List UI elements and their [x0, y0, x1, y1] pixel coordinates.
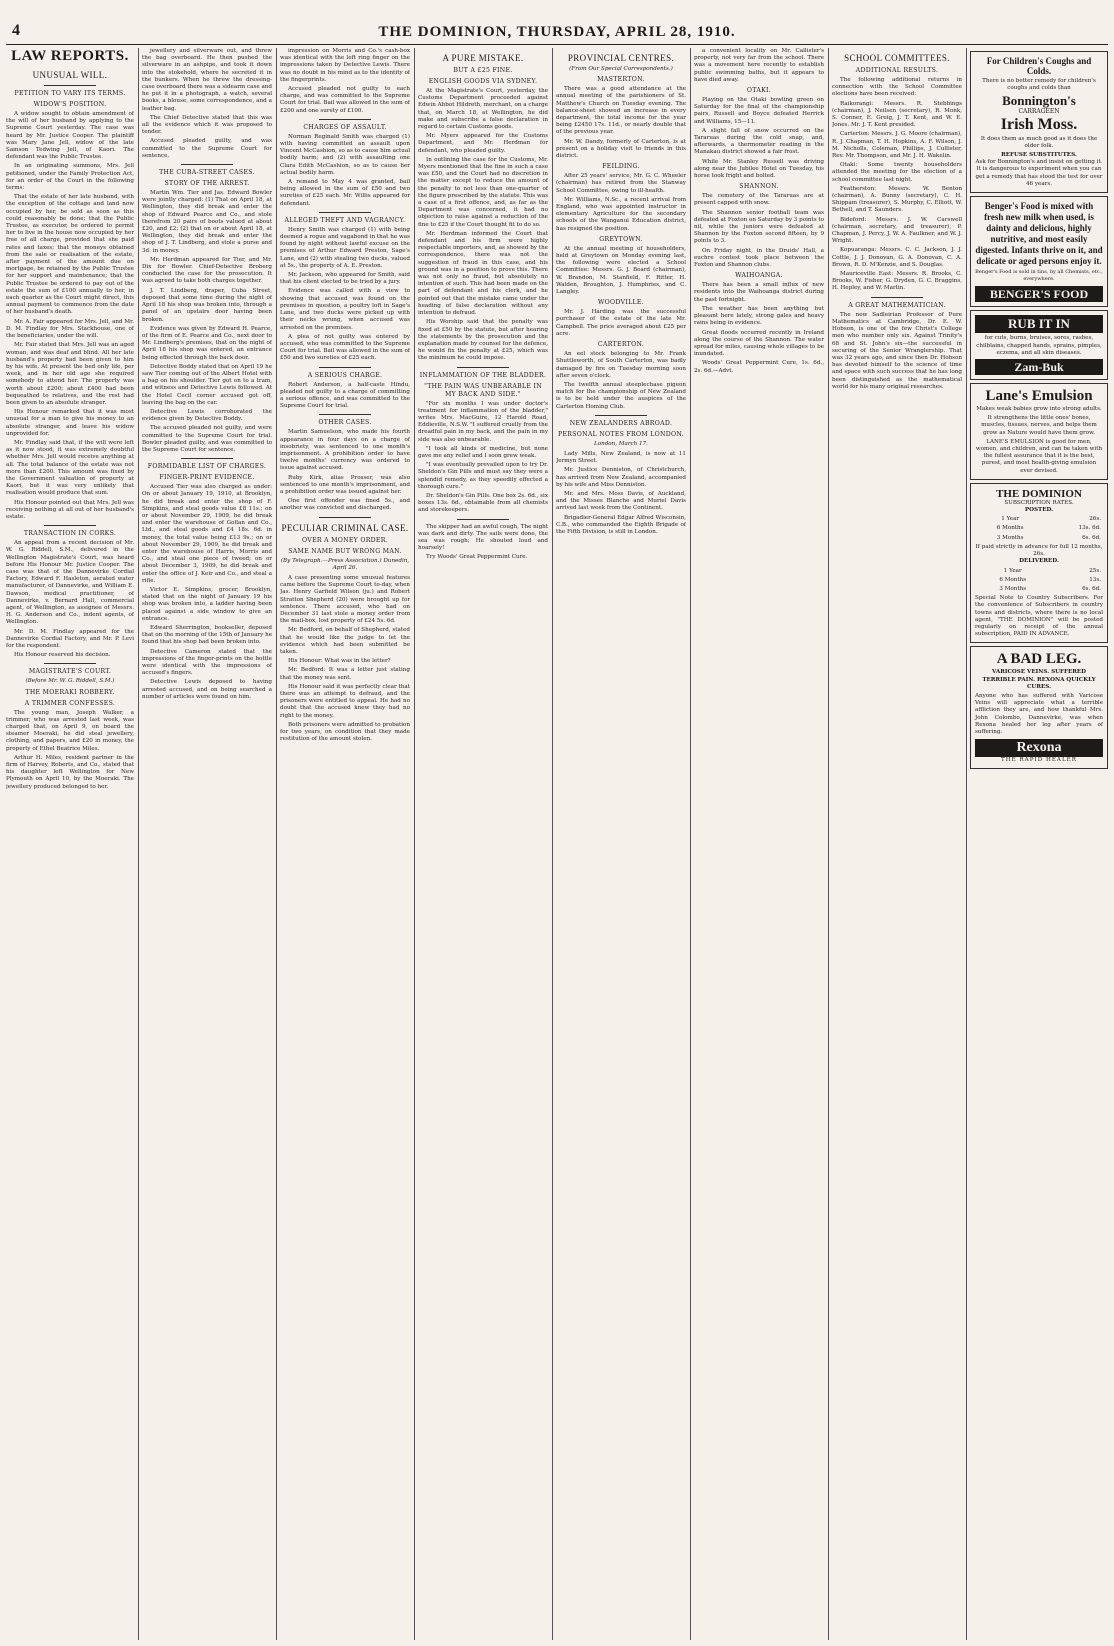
paragraph: His Honour said it was perfectly clear that there was an attempt to defraud, and the prisoners were entitled to appeal. He had no doubt that the accused knew they had no right to the money.	[280, 683, 410, 719]
article-title: THE MOERAKI ROBBERY.	[25, 688, 115, 696]
paragraph: A remand to May 4 was granted, bail being allowed in the sum of £50 and two sureties of £25 each. Mr. Willis appeared for defendant.	[280, 179, 410, 207]
paragraph: Mr. Jackson, who appeared for Smith, said that his client elected to be tried by a jury.	[280, 272, 410, 286]
paragraph: Mr. Bedford: It was a letter just stating that the money was sent.	[280, 667, 410, 681]
column-7	[832, 48, 962, 1640]
ad-bonningtons	[970, 51, 1108, 193]
article-title: PETITION TO VARY ITS TERMS.	[14, 90, 126, 97]
paragraph: Detective Cameron stated that the impressions of the finger-prints on the bottle were identical with the impressions of accused's fingers.	[142, 648, 272, 677]
section-heading: MAGISTRATE'S COURT.	[28, 668, 112, 676]
paragraph: An appeal from a recent decision of Mr. W. G. Riddell, S.M., delivered in the Wellington Magistrate's Court, was heard before His Honour Mr. Justice Cooper. The case was that of the Dannevirke Cordial Factory, Edward F. Hasleton, aerated water manufacturer, of Dannevirke, and William E. Dawson, medical practitioner, of Dannevirke, v. Bernard Hall, commercial agent, of Wellington, as assignee of Messrs. H. G. Anderson and Co., indent agents, of Wellington.	[6, 540, 134, 626]
subs-period: 1 Year	[1003, 567, 1022, 574]
paragraph: a convenient locality on Mr. Callister's property, not very far from the school. There was a movement here recently to establish public swimming baths, but it appears to have died away.	[694, 48, 824, 83]
paragraph: The accused pleaded not guilty, and were committed to the Supreme Court for trial. Bowler pleaded guilty, and was committed to the Supreme Court for sentence.	[142, 425, 272, 453]
article-heading: UNUSUAL WILL.	[32, 70, 108, 80]
paragraph: There was a good attendance at the annual meeting of the parishioners of St. Matthew's Church on Tuesday evening. The balance-sheet showed an increase in every department, the total income for the year being £2450 17s. 11d., or nearly double that of the previous year.	[556, 86, 686, 136]
subs-period: 6 Months	[996, 525, 1024, 532]
column-6	[694, 48, 824, 1640]
ad-text: Makes weak babies grow into strong adults.	[976, 406, 1102, 413]
ad-title: For Children's Coughs and Colds.	[986, 56, 1092, 76]
paragraph: Edward Sherrington, bookseller, deposed that on the morning of the 15th of January he found that his shop had been broken into.	[142, 625, 272, 646]
ad-text: Benger's Food is mixed with fresh new milk when used, is dainty and delicious, highly nutritive, and most easily digested. Infants thrive on it, and delicate or aged persons enjoy it.	[975, 201, 1103, 267]
paragraph: Bideford: Messrs. J. W. Carswell (chairman, secretary, and treasurer), P. Chapman, J. Percy, J. W. A. Faulkner, and W. J. Wright.	[832, 216, 962, 245]
article-title: ALLEGED THEFT AND VAGRANCY.	[284, 216, 406, 224]
divider	[457, 367, 509, 368]
column-rule	[966, 48, 967, 1640]
paragraph: Playing on the Otaki bowling green on Saturday for the final of the championship pairs, Russell and Boyce defeated Herrick and Williams, 15—11.	[694, 97, 824, 125]
paragraph: Mr. and Mrs. Moss Davis, of Auckland, and the Misses Blanche and Muriel Davis arrived last week from the Continent.	[556, 490, 686, 512]
paragraph: On Friday night, in the Druids' Hall, a euchre contest took place between the Foxton and Shannon clubs.	[694, 247, 824, 269]
divider	[319, 212, 371, 213]
divider	[871, 297, 923, 298]
divider	[319, 517, 371, 518]
ad-text: It does them as much good as it does the older folk.	[980, 135, 1098, 149]
town-heading: SHANNON.	[739, 183, 779, 191]
paragraph: The Chief Detective stated that this was all the evidence which it was proposed to tender.	[142, 114, 272, 136]
paragraph: Robert Anderson, a half-caste Hindu, pleaded not guilty to a charge of committing a serious offence, and was committed to the Supreme Court for trial.	[280, 381, 410, 410]
subs-note: Special Note to Country Subscribers. For the convenience of Subscribers in country towns and districts, where there is no local agent, "THE DOMINION" will be posted regularly on receipt of the annual subscription, PAID IN ADVANCE.	[975, 595, 1103, 638]
article-title: TRANSACTION IN CORKS.	[23, 530, 117, 538]
article-subtitle: BUT A £25 FINE.	[453, 67, 513, 74]
paragraph: A case presenting some unusual features came before the Supreme Court to-day, when Jas. Henry Garfield Wilson (ju.) and Robert Stratton Shepherd (20) were brought up for sentence. There accused, who had on December 31 last stole a money order from the mail-box, lost property of £24 5s. 6d.	[280, 574, 410, 625]
subs-note: If paid strictly in advance for full 12 months, 26s.	[975, 543, 1103, 558]
article-subtitle: OVER A MONEY ORDER.	[302, 536, 388, 544]
subs-row	[977, 516, 1101, 523]
ad-brand-sub: THE RAPID HEALER	[1001, 757, 1077, 764]
ad-title: Lane's Emulsion	[985, 388, 1093, 405]
subs-delivered-label: DELIVERED.	[1019, 558, 1059, 565]
divider	[319, 119, 371, 120]
town-heading: WAIHOANGA.	[735, 272, 783, 280]
paragraph: In outlining the case for the Customs, Mr. Myers mentioned that the fine in such a case was £50, and the Court had no discretion in the matter except to reduce the amount of the penalty to not less than one-quarter of the figure prescribed by the statute. This was a case of a first offence, and, as far as the Department was concerned, it had no objection to raise against a reduction of the fine to £25 if the Court thought fit to do so.	[418, 156, 548, 228]
paragraph: A plea of not guilty was entered by accused, who was committed to the Supreme Court for trial. Bail was allowed in the sum of £50 and two sureties of £25 each.	[280, 333, 410, 362]
paragraph: His Honour pointed out that Mrs. Jell was receiving nothing at all out of her husband's estate.	[6, 499, 134, 520]
town-heading: WOODVILLE.	[598, 299, 644, 307]
paragraph: The cemetery of the Tararuas are at present capped with snow.	[694, 193, 824, 207]
article-title: A GREAT MATHEMATICIAN.	[848, 301, 946, 309]
ad-text: It strengthens the little ones' bones, muscles, tissues, nerves, and helps them grow as Nature would have them grow.	[981, 415, 1097, 436]
subs-row	[977, 577, 1101, 584]
paragraph: While Mr. Stanley Russell was driving along near the Jubilee Hotel on Tuesday, his horse took fright and bolted.	[694, 158, 824, 180]
paragraph: Henry Smith was charged (1) with being deemed a rogue and vagabond in that he was found by night without lawful excuse on the premises of Arthur Edward Preston, Sage's Lane, and (2) with stealing two ducks, valued at 5s., the property of A. E. Preston.	[280, 226, 410, 269]
paragraph: "I took all kinds of medicine, but none gave me any relief and I soon grew weak.	[418, 445, 548, 459]
ad-text: Anyone who has suffered with Varicose Veins will appreciate what a terrible affliction they are, and how thankful Mrs. John Colombo, Dannevirke, was when Rexona healed her leg after years of suffering.	[975, 692, 1103, 735]
section-heading: PROVINCIAL CENTRES.	[567, 53, 675, 63]
paragraph: Both prisoners were admitted to probation for two years, on condition that they made restitution of the amount stolen.	[280, 721, 410, 743]
paragraph: One first offender was fined 5s., and another was convicted and discharged.	[280, 498, 410, 512]
subs-title: THE DOMINION	[996, 487, 1082, 500]
subs-posted-label: POSTED.	[1024, 507, 1054, 514]
paragraph: Martin Samuelson, who made his fourth appearance in four days on a charge of insobriety, was sentenced to one month's imprisonment. A prohibition order to have twelve months' currency was ordered to issue against accused.	[280, 429, 410, 472]
paragraph: That the estate of her late husband, with the exception of the cottage and land now occupied by her, be sold as soon as this could reasonably be done; that the Public Trustee, as executor, be ordered to permit her to live in the house now occupied by her free of all charge, provided that she paid rates and taxes; that the moneys obtained from the sale or realisation of the estate, after payment of the amount due on mortgage, be retained by the Public Trustee for her support and maintenance; that the Public Trustee be ordered to pay out of the estate the sum of £100 annually to her, in each quarter as the Court might direct, this annual payment to commence from the date of her husband's death.	[6, 194, 134, 316]
paragraph: jewellery and silverware out, and threw the bag overboard. He then pushed the silverware in an ashpipe, and took it down into the stokehold, where he secreted it in the bunkers. When he threw the dressing-case overboard there was a sidearm case and he put it in a photograph, a watch, several books, a blouse, some correspondence, and a leather bag.	[142, 48, 272, 112]
column-rule	[414, 48, 415, 1640]
subs-period: 3 Months	[999, 585, 1027, 592]
divider	[181, 458, 233, 459]
paragraph: Mr. Findlay said that, if the will were left as it now stood, it was extremely doubtful whether Mrs. Jell would receive anything at all. The total balance of the estate was not more than £200. This amount was fixed by the Government valuation of property at Kaori, but it was very unlikely that realisation would produce that sum.	[6, 439, 134, 497]
section-heading: LAW REPORTS.	[11, 48, 129, 64]
paragraph: Norman Reginald Smith was charged (1) with having committed an assault upon Vincent McCashion, so as to cause him actual bodily harm; and (2) with assaulting one Clara Edith McCashion, so as to cause her actual bodily harm.	[280, 133, 410, 176]
paper-title: THE DOMINION, THURSDAY, APRIL 28, 1910.	[378, 24, 736, 40]
paragraph: Mr. Herdman appeared for Tier, and Mr. Dix for Bowler. Chief-Detective Broberg conducted the case for the prosecution. It was agreed to take both charges together.	[142, 256, 272, 285]
subs-table-posted	[975, 514, 1103, 544]
article-subtitle: PERSONAL NOTES FROM LONDON.	[558, 430, 684, 438]
ad-text: REFUSE SUBSTITUTES.	[1001, 152, 1077, 159]
ad-text: Ask for Bonnington's and insist on getting it. It is dangerous to experiment when you can get a remedy that has stood the test for over 46 years.	[975, 159, 1103, 187]
subs-subtitle: SUBSCRIPTION RATES.	[1004, 499, 1074, 506]
article-heading: PECULIAR CRIMINAL CASE.	[281, 522, 409, 533]
paragraph: The Shannon senior football team was defeated at Foxton on Saturday by 3 points to nil, while the juniors were defeated at Shannon by the Foxton second fifteen, by 9 points to 3.	[694, 209, 824, 245]
article-subtitle: "THE PAIN WAS UNBEARABLE IN MY BACK AND SIDE."	[424, 382, 542, 398]
article-subtitle: FINGER-PRINT EVIDENCE.	[159, 474, 255, 482]
ad-text: Benger's Food is sold in tins, by all Chemists, etc., everywhere.	[975, 269, 1103, 283]
subscription-rates	[970, 483, 1108, 643]
ad-brand: Rexona	[975, 739, 1103, 757]
subs-price: 25s.	[1089, 567, 1101, 574]
subs-price: 6s. 6d.	[1082, 534, 1101, 541]
paragraph: "I was eventually prevailed upon to try Dr. Sheldon's Gin Pills and must say they were a splendid remedy, as they speedily effected a thorough cure."	[418, 462, 548, 490]
subs-price: 26s.	[1089, 516, 1101, 523]
section-subheading: (Before Mr. W. G. Riddell, S.M.)	[25, 678, 115, 685]
subs-row	[977, 568, 1101, 575]
paragraph: Victor E. Simpkins, grocer, Brooklyn, stated that on the night of January 19 his shop was broken into, a ladder having been placed against a side window to give an entrance.	[142, 587, 272, 622]
paragraph: Martin Wm. Tier and Jas. Edward Bowler were jointly charged: (1) That on April 18, at Wellington, they did break and enter the shop of Edward Pearce and Co., and stole therefrom 20 pairs of boots valued at about £20, and £2; (2) that on or about April 18, at Wellington, they did break and enter the shop of J. T. Lindberg, and stole a purse and 3d. in money.	[142, 190, 272, 254]
ad-brand: Bonnington's	[1002, 93, 1076, 109]
paragraph: Arthur H. Miles, resident partner in the firm of Harvey, Roberts, and Co., stated that his daughter left Wellington for New Plymouth on April 10, by the Moeraki. The jewellery produced belonged to her.	[6, 754, 134, 790]
subs-row	[977, 525, 1101, 532]
ad-text: LANE'S EMULSION is good for men, women, and children, and can be taken with the fullest assurance that it is the best, purest, and most health-giving emulsion ever devised.	[975, 438, 1103, 474]
divider	[319, 414, 371, 415]
divider	[44, 85, 95, 86]
column-1	[6, 48, 134, 1640]
article-title: NEW ZEALANDERS ABROAD.	[569, 419, 673, 427]
paragraph: His Worship said that the penalty was fixed at £50 by the statute, but after hearing the statements by the prosecution and the explanation made by counsel for the defence, he would fix the penalty at £25, which was the minimum he could impose.	[418, 319, 548, 362]
column-rule	[276, 48, 277, 1640]
paragraph: Woods' Great Peppermint Cure, 1s. 6d., 2s. 6d.—Advt.	[694, 360, 824, 374]
paragraph: Carterton: Messrs. J. G. Moore (chairman), R. J. Chapman, T. H. Hopkins, A. F. Wilson, J. M. Nicholls, Coleman, Phillips, J. Cullister, Rev. Mr. Thompson, and Mr. J. H. Wakelin.	[832, 131, 962, 160]
column-rule	[828, 48, 829, 1640]
ad-title: A BAD LEG.	[996, 651, 1082, 668]
paragraph: The weather has been anything but pleasant here lately, strong gales and heavy rains being in evidence.	[694, 305, 824, 327]
paragraph: Mr. A. Fair appeared for Mrs. Jell, and Mr. D. M. Findlay for Mrs. Stackhouse, one of the beneficiaries, under the will.	[6, 318, 134, 340]
ad-zambuk	[970, 310, 1108, 380]
paragraph: Evidence was called with a view to showing that accused was found on the premises in question, a poultry loft in Sage's Lane, and two ducks were picked up with their necks wrung, when accused was arrested on the premises.	[280, 288, 410, 331]
ad-text: for cuts, burns, bruises, sores, rashes, chilblains, chapped hands, sprains, pimples, eczema, and all skin diseases.	[976, 335, 1102, 356]
masthead	[6, 22, 1108, 45]
paragraph: His Honour reserved his decision.	[14, 652, 111, 659]
paragraph: Try Woods' Great Peppermint Cure.	[426, 554, 528, 561]
paragraph: Mr. J. Harding was the successful purchaser of the estate of the late Mr. Campbell. The price averaged about £25 per acre.	[556, 309, 686, 337]
paragraph: Mauriceville East: Messrs. R. Brooks, C. Brooks, W. Fisher, G. Dryden, G. C. Braggins, H. Hepley, and W. Martin.	[832, 271, 962, 292]
paragraph: Mr. Justice Denniston, of Christchurch, has arrived from New Zealand, accompanied by his wife and Miss Denniston.	[556, 467, 686, 488]
article-title: A SERIOUS CHARGE.	[307, 371, 383, 379]
paragraph: Detective Lewis deposed to having arrested accused, and on being searched a number of articles were found on him.	[142, 679, 272, 700]
article-subtitle: A TRIMMER CONFESSES.	[24, 699, 116, 707]
paragraph: A slight fall of snow occurred on the Tararuas during the cold snap, and, afterwards, a thermometer reading in the Manakau district showed a fair frost.	[694, 127, 824, 156]
column-2	[142, 48, 272, 1640]
paragraph: Lady Mills, New Zealand, is now at 11 Jermyn Street.	[556, 450, 686, 465]
divider	[44, 663, 95, 664]
paragraph: Otaki: Some twenty householders attended the meeting for the election of a school committee last night.	[832, 162, 962, 183]
subs-price: 13s.	[1089, 576, 1101, 583]
paragraph: Mr. D. M. Findlay appeared for the Dannevirke Cordial Factory, and Mr. P. Levi for the respondent.	[6, 628, 134, 650]
section-subheading: ADDITIONAL RESULTS.	[855, 67, 939, 74]
town-heading: CARTERTON.	[597, 341, 645, 349]
column-5	[556, 48, 686, 1640]
paragraph: Mr. Bedford, on behalf of Shepherd, stated that he would like the judge to let the evidence which had been submitted be taken.	[280, 627, 410, 655]
paragraph: Accused pleaded guilty, and was committed to the Supreme Court for sentence.	[142, 138, 272, 159]
ad-brand: BENGER'S FOOD	[975, 286, 1103, 302]
ad-lanes-emulsion	[970, 383, 1108, 480]
divider	[595, 415, 647, 416]
paragraph: Mr. Fair stated that Mrs. Jell was an aged woman, and was deaf and blind. All her late husband's property had been given to him by his wife. At present the bed only life, per week, and in her old age she required somebody to attend her. The property was worth about £200; about £400 had been bequeathed to relatives, and the rest had been given to an absolute stranger.	[6, 342, 134, 406]
paragraph: Detective Lewis corroborated the evidence given by Detective Boddy.	[142, 408, 272, 423]
paragraph: Accused pleaded not guilty to each charge, and was committed to the Supreme Court for trial. Bail was allowed in the sum of £200 and one surety of £100.	[280, 86, 410, 114]
paragraph: The following additional returns in connection with the School Committee elections have been received:	[832, 77, 962, 98]
subs-period: 3 Months	[996, 534, 1024, 541]
dateline: (By Telegraph.—Press Association.) Dunedin, April 26.	[280, 557, 410, 571]
paragraph: The skipper had an awful cough, The night was dark and dirty. The sails were done, the sea was rough; He shouted loud and hoarsely!	[418, 523, 548, 552]
subs-row	[977, 586, 1101, 593]
divider	[457, 519, 509, 520]
column-3	[280, 48, 410, 1640]
paragraph: Mr. W. Dandy, formerly of Carterton, is at present on a holiday visit to friends in this district.	[556, 138, 686, 160]
dateline: London, March 17.	[594, 440, 648, 447]
paragraph: Great floods occurred recently in Ireland along the course of the Shannon. The water spread for miles, causing whole villages to be inundated.	[694, 329, 824, 358]
town-heading: MASTERTON.	[597, 76, 645, 84]
subs-row	[977, 535, 1101, 542]
paragraph: Raikorangi: Messrs. R. Stebbings (chairman), J. Neilsen (secretary), R. Monk, S. Conner, E. Greig, J. T. Kent, and W. E. Jones. Mr. J. T. Kent presided.	[832, 100, 962, 129]
paragraph: After 25 years' service, Mr. G. C. Wheeler (chairman) has retired from the Stanway School Committee, owing to ill-health.	[556, 173, 686, 194]
subs-period: 1 Year	[1001, 516, 1020, 523]
paragraph: Dr. Sheldon's Gin Pills. One box 2s. 6d., six boxes 13s. 6d., obtainable from all chemists and storekeepers.	[418, 492, 548, 514]
paragraph: A widow sought to obtain amendment of the will of her husband by applying to the Supreme Court yesterday. The case was heard by Mr. Justice Cooper. The plaintiff was Mary Jane Jell, widow of the late Samson Tedwing Jell, of Kaori. The defendant was the Public Trustee.	[6, 111, 134, 161]
paragraph: Evidence was given by Edward H. Pearce, of the firm of E. Pearce and Co., next door to Mr. Lindberg's premises, that on the night of April 18 his shop was entered, an entrance being effected through the back door.	[142, 325, 272, 361]
subs-period: 6 Months	[999, 576, 1027, 583]
column-rule	[690, 48, 691, 1640]
article-title: THE CUBA-STREET CASES.	[159, 169, 255, 177]
paragraph: Brigadier-General Edgar Alfred Wisconsin, C.B., who commanded the Eighth Brigade of the Fifth Division, is still in London.	[556, 514, 686, 535]
paragraph: The twelfth annual steeplechase pigeon match for the championship of New Zealand is to be held under the auspices of the Carterton Homing Club.	[556, 381, 686, 410]
subs-price: 6s. 6d.	[1082, 585, 1101, 592]
article-title: OTHER CASES.	[318, 419, 372, 427]
article-subtitle: ENGLISH GOODS VIA SYDNEY.	[428, 78, 538, 85]
paragraph: Featherston: Messrs. W. Benton (chairman), A. Bunny (secretary), C. H. Shippam (treasurer), S. Murphy, C. Elliott, W. Bethell, and T. Saunders.	[832, 185, 962, 214]
column-rule	[138, 48, 139, 1640]
divider	[181, 164, 233, 165]
paragraph: The young man, Joseph Walker, a trimmer, who was arrested last week, was charged that, on April 9, on board the steamer Moeraki, he did steal jewellery, clothing, and papers, and £20 in money, the property of Ethel Beatrice Miles.	[6, 709, 134, 752]
article-subtitle: SAME NAME BUT WRONG MAN.	[288, 547, 402, 555]
paragraph: In an originating summons, Mrs. Jell petitioned, under the Family Protection Act, for an order of the Court in the following terms:	[6, 163, 134, 192]
column-8-ads	[970, 48, 1108, 1640]
town-heading: GREYTOWN.	[599, 235, 643, 243]
subs-table-delivered	[975, 566, 1103, 596]
ad-bengers	[970, 196, 1108, 307]
paragraph: Mr. Williams, N.Sc., a recent arrival from England, who was appointed instructor in elementary Agriculture for the secondary schools of the Wanganui Education district, has resigned the position.	[556, 196, 686, 232]
ad-title: RUB IT IN	[975, 315, 1103, 333]
ad-brand-sub: Irish Moss.	[1000, 115, 1078, 133]
article-title: CHARGES OF ASSAULT.	[303, 123, 387, 131]
column-4	[418, 48, 548, 1640]
ad-subtitle: VARICOSE VEINS. SUFFERED TERRIBLE PAIN. REXONA QUICKLY CURES.	[982, 669, 1096, 690]
ad-brand: Zam-Buk	[975, 359, 1103, 375]
divider	[319, 367, 371, 368]
article-subtitle: WIDOW'S POSITION.	[33, 101, 107, 108]
paragraph: At the Magistrate's Court, yesterday, the Customs Department proceeded against Edwin Abbot Hildreth, merchant, on a charge that, on March 18, at Wellington, he did make and subscribe a false declaration in regard to certain Customs goods.	[418, 88, 548, 131]
section-subheading: (From Our Special Correspondents.)	[569, 66, 673, 72]
paragraph: Accused Tier was also charged as under: On or about January 19, 1910, at Brooklyn, he did break and enter the shop of F. Simpkins, and steal goods value £8 11s.; on or about November 29, 1909, he did break and enter the warehouse of Gollan and Co., Ltd., and steal goods and £4 18s. 6d. in money, the total value being £13 9s.; on or about November 29, 1909, he did break and enter the warehouse of Harris, Morris and Co., and steal one piece of tweed; on or about December 3, 1909, he did break and enter the office of J. Keir and Co., and steal a rifle.	[142, 484, 272, 584]
article-title: FORMIDABLE LIST OF CHARGES.	[147, 463, 267, 471]
paragraph: There has been a small influx of new residents into the Waihoanga district during the past fortnight.	[694, 282, 824, 303]
paragraph: His Honour: What was in the letter?	[288, 658, 391, 665]
ad-brand-sub: CARRAGEEN	[1018, 108, 1060, 116]
article-subtitle: STORY OF THE ARREST.	[164, 180, 250, 188]
paragraph: The new Sadleirian Professor of Pure Mathematics at Cambridge, Dr. E. W. Hobson, is one of the few Christ's College men who number only six. Against Trinity's 68 and St. John's six—the successful in securing of the Senior Wranglership. That was 32 years ago, and since then Dr. Hobson has devoted himself to the science of time and space with such success that he has long been distinguished as the mathematical world for his many original researches.	[832, 311, 962, 390]
paragraph: Kopuaranga: Messrs. C. C. Jackson, J. J. Cottle, J. J. Donovan, G. A. Donovan, C. A. Brown, R. D. M'Kenzie, and S. Douglas.	[832, 247, 962, 268]
article-title: INFLAMMATION OF THE BLADDER.	[419, 371, 547, 379]
section-heading: SCHOOL COMMITTEES.	[844, 53, 950, 63]
paragraph: impression on Morris and Co.'s cash-box was identical with the left ring finger on the impressions taken by Detective Lewis. There was no doubt in his mind as to the identity of the fingerprints.	[280, 48, 410, 83]
paragraph: At the annual meeting of householders, held at Greytown on Monday evening last, the following were elected a School Committee: Messrs. G. J. Beard (chairman), W. Brandon, M. Stanfield, F. Ritter, H. Walden, Broughton, J. Humphries, and C. Langley.	[556, 245, 686, 296]
divider	[44, 525, 95, 526]
town-heading: OTAKI.	[746, 87, 772, 95]
ad-text: There is no better remedy for children's coughs and colds than	[982, 78, 1096, 92]
paragraph: Mr. Myers appeared for the Customs Department, and Mr. Herdman for defendant, who pleaded guilty.	[418, 133, 548, 154]
paragraph: Detective Boddy stated that on April 19 he saw Tier coming out of the Albert Hotel with a bag on his shoulder. Tier got on to a tram, and witness and Detective Lewis followed. At the Hotel Cecil corner accused got off, leaving the bag on the car.	[142, 363, 272, 406]
paragraph: Ruby Kirk, alias Prosser, was also sentenced to one month's imprisonment, and a prohibition order was issued against her.	[280, 474, 410, 495]
paragraph: An eel stock belonging to Mr. Frank Shuttleworth, of South Carterton, was badly damaged by fire on Tuesday morning soon after seven o'clock.	[556, 351, 686, 379]
paragraph: Mr. Herdman informed the Court that defendant and his firm were highly respectable importers, and, as showed by the correspondence, there was not the suggestion of fraud in this case, and his ground was in a position to prove this. There was not only no fraud, but absolutely no intention of such. This had been made on the part of defendant and his clerk, and he pointed out that the mistake came under the heading of false declaration without any intention to defraud.	[418, 230, 548, 317]
town-heading: FEILDING.	[602, 163, 640, 171]
article-heading: A PURE MISTAKE.	[442, 53, 524, 63]
column-rule	[552, 48, 553, 1640]
page-number: 4	[12, 22, 20, 39]
paragraph: "For six months I was under doctor's treatment for inflammation of the bladder," writes Mrs. MacGuire, 12 Harold Road, Eddieville, N.S.W. "I suffered cruelly from the dreadful pain in my back, and the pain in my side was also unbearable.	[418, 400, 548, 443]
ad-rexona	[970, 646, 1108, 769]
paragraph: J. T. Lindberg, draper, Cuba Street, deposed that some time during the night of April 18 his shop was broken into, through a panel of an upstairs door having been broken.	[142, 287, 272, 323]
subs-price: 13s. 6d.	[1078, 525, 1101, 532]
paragraph: His Honour remarked that it was most unusual for a man to give his money to an absolute stranger, and leave his widow unprovided for.	[6, 409, 134, 437]
